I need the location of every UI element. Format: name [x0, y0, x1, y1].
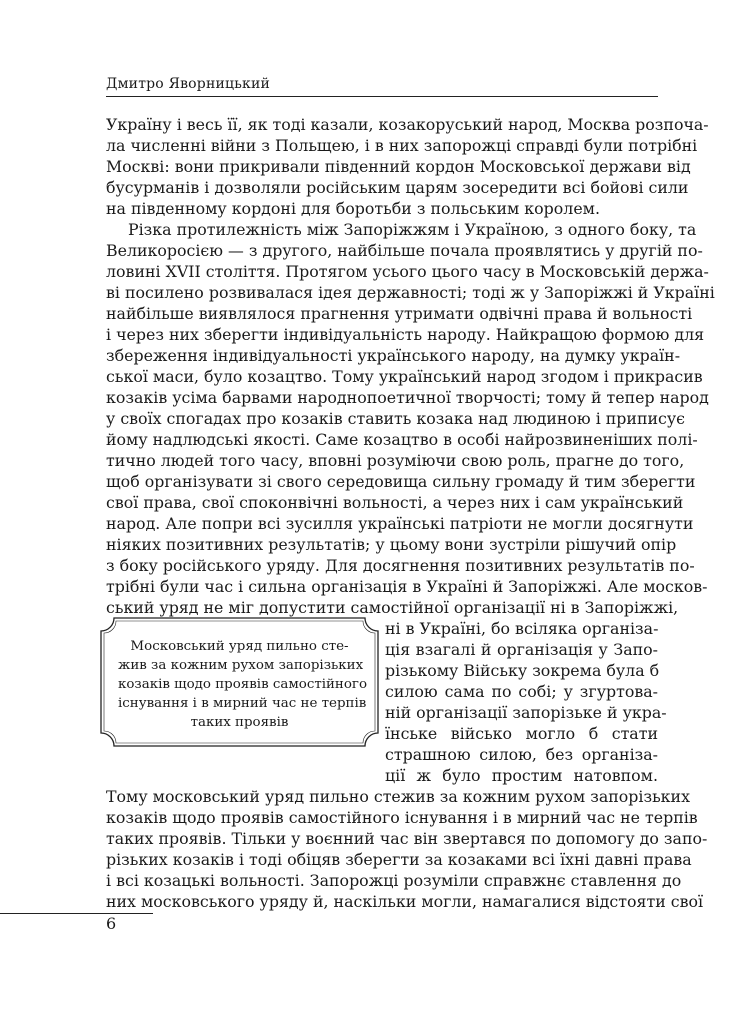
- footer-rule: [0, 913, 153, 914]
- body-line: них московського уряду й, наскільки могли, намагалися відстояти свої: [106, 892, 704, 911]
- body-line: Україну і весь її, як тоді казали, козакоруський народ, Москва розпоча-: [106, 115, 709, 134]
- body-line: і через них зберегти індивідуальність народу. Найкращою формою для: [106, 325, 705, 344]
- body-line: ловині XVII століття. Протягом усього цього часу в Московській держа-: [106, 262, 709, 281]
- body-line: ніяких позитивних результатів; у цьому вони зустріли рішучий опір: [106, 535, 677, 554]
- body-line-beside-callout: ції ж було простим натовпом.: [385, 766, 658, 785]
- body-line: з боку російського уряду. Для досягнення позитивних результатів по-: [106, 556, 695, 575]
- body-line: ської маси, було козацтво. Тому український народ згодом і прикрасив: [106, 367, 703, 386]
- body-line: ла численні війни з Польщею, і в них запорожці справді були потрібні: [106, 136, 698, 155]
- body-line: народ. Але попри всі зусилля українські патріоти не могли досягнути: [106, 514, 694, 533]
- body-line-beside-callout: страшною силою, без організа-: [385, 745, 658, 764]
- body-line: таких проявів. Тільки у воєнний час він звертався по допомогу до запо-: [106, 829, 708, 848]
- body-line: козаків щодо проявів самостійного існування і в мирний час не терпів: [106, 808, 698, 827]
- body-line: на південному кордоні для боротьби з польським королем.: [106, 199, 600, 218]
- pull-quote-text: [118, 637, 368, 732]
- body-line: і всі козацькі вольності. Запорожці розуміли справжнє ставлення до: [106, 871, 682, 890]
- header-rule: [106, 96, 658, 97]
- body-line: ський уряд не міг допустити самостійної організації ні в Запоріжжі,: [106, 598, 679, 617]
- body-line-beside-callout: ні в Україні, бо всіляка організа-: [385, 619, 659, 638]
- body-line: свої права, свої споконвічні вольності, а через них і сам український: [106, 493, 684, 512]
- body-line: збереження індивідуальності українського народу, на думку україн-: [106, 346, 681, 365]
- pull-quote-line: жив за кожним рухом запорізьких: [118, 658, 364, 673]
- body-line: йому надлюдські якості. Саме козацтво в особі найрозвиненіших полі-: [106, 430, 698, 449]
- body-line: Різка протилежність між Запоріжжям і Україною, з одного боку, та: [128, 220, 697, 239]
- body-line: козаків усіма барвами народнопоетичної творчості; тому й тепер народ: [106, 388, 709, 407]
- body-line: Москві: вони прикривали південний кордон Московської держави від: [106, 157, 691, 176]
- body-line-beside-callout: ній організації запорізьке й укра-: [385, 703, 667, 722]
- pull-quote-callout: [100, 617, 379, 747]
- body-line: Великоросією — з другого, найбільше почала проявлятись у другій по-: [106, 241, 703, 260]
- body-line: трібні були час і сильна організація в Україні й Запоріжжі. Але москов-: [106, 577, 708, 596]
- body-line: у своїх спогадах про козаків ставить козака над людиною і приписує: [106, 409, 685, 428]
- pull-quote-line: Московський уряд пильно сте-: [130, 639, 349, 654]
- body-line: тично людей того часу, вповні розуміючи свою роль, прагне до того,: [106, 451, 685, 470]
- body-line: щоб організувати зі свого середовища сильну громаду й тим зберегти: [106, 472, 696, 491]
- body-line: Тому московський уряд пильно стежив за кожним рухом запорізьких: [106, 787, 690, 806]
- body-line: різьких козаків і тоді обіцяв зберегти за козаками всі їхні давні права: [106, 850, 692, 869]
- body-line-beside-callout: різькому Війську зокрема була б: [385, 661, 660, 680]
- body-line: ві посилено розвивалася ідея державності; тоді ж у Запоріжжі й Україні: [106, 283, 715, 302]
- body-line-beside-callout: їнське військо могло б стати: [385, 724, 658, 743]
- body-line: найбільше виявлялося прагнення утримати одвічні права й вольності: [106, 304, 693, 323]
- pull-quote-line: існування і в мирний час не терпів: [118, 696, 367, 711]
- body-line: бусурманів і дозволяли російським царям зосередити всі бойові сили: [106, 178, 689, 197]
- running-header: Дмитро Яворницький: [106, 76, 271, 92]
- page-number: 6: [106, 914, 117, 933]
- body-line-beside-callout: силою сама по собі; у згуртова-: [385, 682, 658, 701]
- pull-quote-line: таких проявів: [190, 715, 289, 730]
- body-line-beside-callout: ція взагалі й організація у Запо-: [385, 640, 658, 659]
- pull-quote-line: козаків щодо проявів самостійного: [118, 677, 368, 692]
